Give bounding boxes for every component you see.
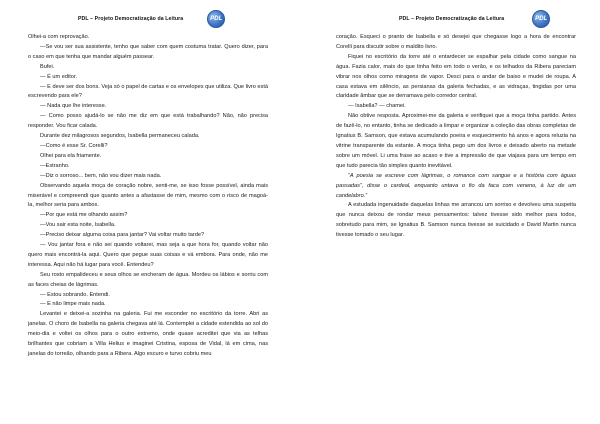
paragraph: — E deve ser dos bons. Veja só o papel de cartas e os envelopes que utiliza. Que livro está escrevendo para ele?: [28, 83, 268, 100]
pdl-logo-icon: PDL: [207, 10, 225, 28]
paragraph: — Vou jantar fora e não sei quando voltarei, mas seja a que hora for, quando voltar não quero mais encontrá-la aqui. Quero que pegue suas coisas e vá embora. Para onde, não me interessa. Aqui não há lugar para você. Entendeu?: [28, 242, 268, 268]
paragraph: Levantei e deixei-a sozinha na galeria. Fui me esconder no escritório da torre. Abri as janelas. O choro de Isabella na galeria chegava até lá. Contemplei a cidade estendida ao sol do meio-dia e voltei os olhos para o outro extremo, onde quase acreditei que via as telhas brilhantes que cobriam a Villa Helius e imaginei Cristina, esposa de Vidal, lá em cima, nas janelas do torreão, olhando para a Ribera. Algo escuro e turvo cobriu meu: [28, 311, 268, 357]
paragraph: —Se vou ser sua assistente, tenho que saber com quem costuma tratar. Quero dizer, para o caso em que tenha que mandar alguém passear.: [28, 43, 268, 60]
paragraph: Fiquei no escritório da torre até o entardecer se espalhar pela cidade como sangue na água. Fazia calor, mais do que tinha feito em todo o verão, e os telhados da Ribera pareciam vibrar nos olhos como miragens de vapor. Desci para o andar de baixo e mudei de roupa. A casa estava em silêncio, as persianas da galeria fechadas, e as vidraças, tingidas por uma claridade âmbar que se derramava pelo corredor central.: [336, 53, 576, 100]
paragraph: —Vou sair esta noite, Isabella.: [40, 222, 116, 229]
paragraph: Olhei para ela friamente.: [40, 152, 102, 159]
paragraph: —Diz o sorroso... bem, não vou dizer mais nada.: [40, 172, 162, 179]
paragraph: A estudada ingenuidade daquelas linhas me arrancou um sorriso e devolveu uma suspeita que nunca deixou de rondar meus pensamentos: talvez tivesse sido melhor para todos, sobretudo para mim, se Ignatius B. Samson nunca tivesse se suicidado e David Martin nunca tivesse tomado o seu lugar.: [336, 202, 576, 239]
paragraph: — Como posso ajudá-lo se não me diz em que está trabalhando? Não, não precisa responder. Vou ficar calada.: [28, 113, 268, 130]
paragraph: Durante dez milagrosos segundos, Isabella permaneceu calada.: [40, 133, 200, 140]
paragraph: —Por que está me olhando assim?: [40, 212, 128, 219]
pdl-logo-icon: PDL: [532, 10, 550, 28]
paragraph: —Como é esse Sr. Corelli?: [40, 142, 108, 149]
header-title: PDL – Projeto Democratização da Leitura: [399, 16, 505, 22]
paragraph: — E não limpe mais nada.: [40, 301, 106, 308]
paragraph: coração. Esqueci o pranto de Isabella e só desejei que chegasse logo a hora de encontrar Corelli para discutir sobre o maldito livro.: [336, 34, 576, 50]
paragraph: Seu rosto empalideceu e seus olhos se encheram de água. Mordeu os lábios e sorriu com as faces cheias de lágrimas.: [28, 271, 268, 288]
paragraph: — É um editor.: [40, 73, 77, 80]
paragraph: —Preciso deixar alguma coisa para jantar? Vai voltar muito tarde?: [40, 232, 205, 239]
header-title: PDL – Projeto Democratização da Leitura: [78, 16, 184, 22]
right-page: [300, 0, 600, 424]
paragraph: Não obtive resposta. Aproximei-me da galeria e verifiquei que a moça tinha partido. Antes de fazê-lo, no entanto, tinha se dedicado a limpar e organizar a coleção das obras completas de Ignatius B. Samson, que estava acumulando poeira e esquecimento há anos e agora reluzia na vitrine transparente da estante. A moça tinha pego um dos livros e deixado aberto na metade sobre um móvel. Li uma frase ao acaso e tive a impressão de que viajava para um tempo em que tudo parecia tão simples quanto inevitável.: [336, 113, 576, 169]
paragraph: —Estranho.: [40, 162, 70, 169]
paragraph: Bufei.: [40, 63, 55, 70]
paragraph: — Estou sobrando. Entendi.: [40, 291, 110, 298]
paragraph: — Isabella? — chamei.: [348, 103, 406, 110]
right-page-text: [336, 33, 576, 241]
page-header: [78, 13, 225, 25]
paragraph: Observando aquela moça de coração nobre, senti-me, se isso fosse possível, ainda mais miserável e compreendi que quanto antes a afastasse de mim, mesmo com o risco de magoá-la, melhor seria para ambos.: [28, 182, 268, 209]
paragraph: — Nada que lhe interesse.: [40, 103, 107, 110]
page-header: [399, 13, 550, 25]
paragraph: Olhei-a com reprovação.: [28, 34, 90, 40]
left-page-text: [28, 33, 268, 360]
paragraph: “A poesia se escreve com lágrimas, o romance com sangue e a história com águas passadas”, disse o cardeal, enquanto untava o fio da faca com veneno, à luz de um candelabro.”: [336, 172, 576, 199]
